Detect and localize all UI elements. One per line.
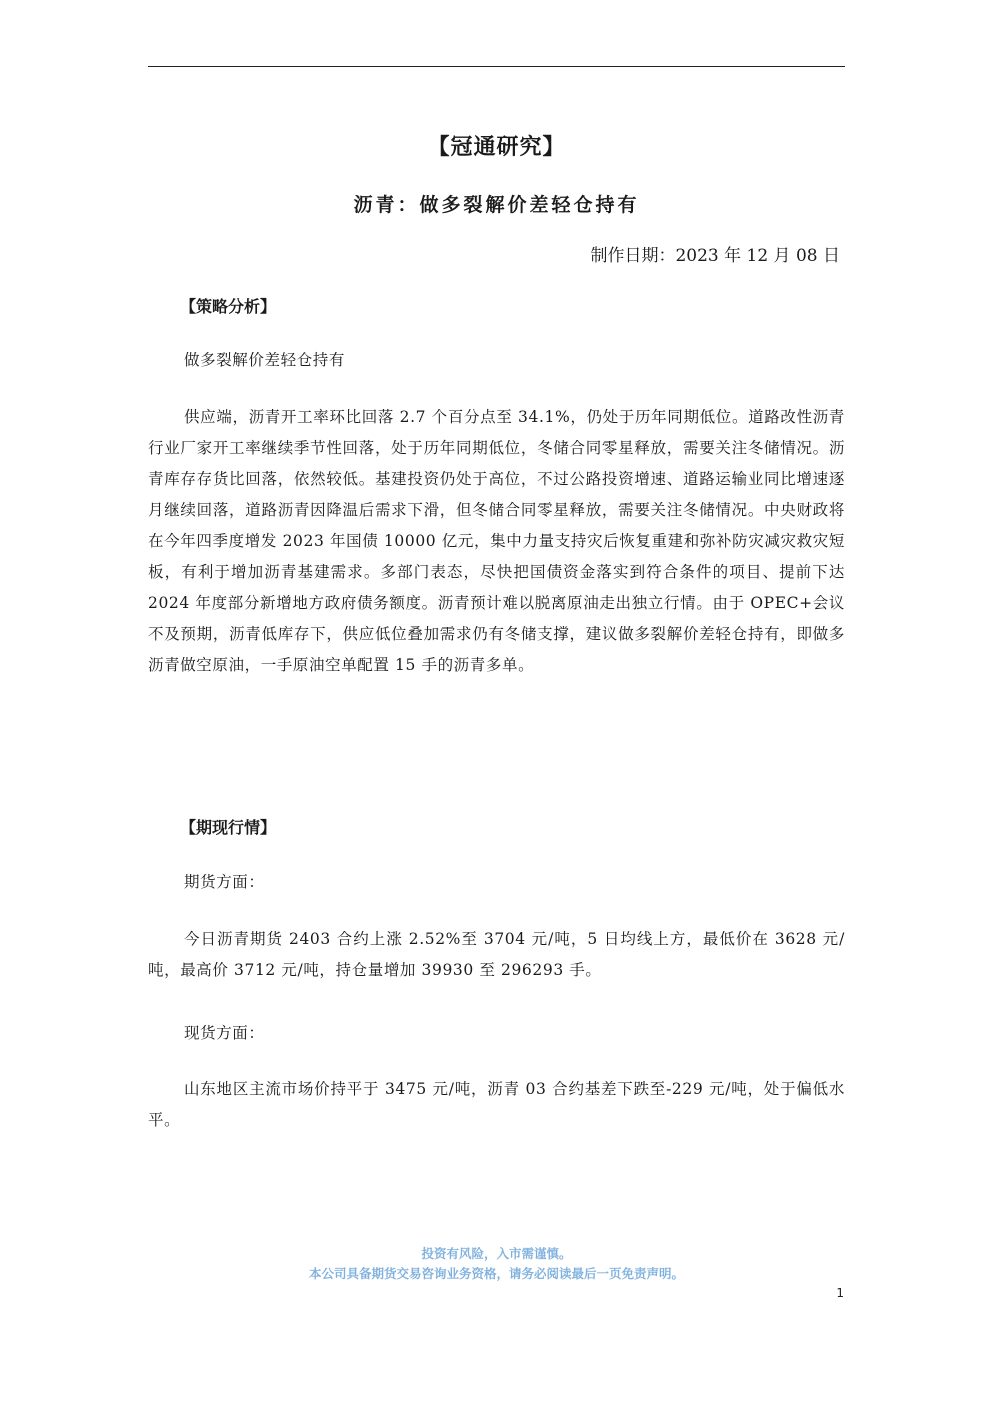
report-date: 制作日期：2023 年 12 月 08 日 [590, 246, 840, 266]
report-series-title: 【冠通研究】 [427, 134, 566, 160]
page-number: 1 [836, 1286, 844, 1300]
section-heading-market: 【期现行情】 [180, 818, 277, 837]
strategy-body: 供应端，沥青开工率环比回落 2.7 个百分点至 34.1%，仍处于历年同期低位。道路改性沥青行业厂家开工率继续季节性回落，处于历年同期低位，冬储合同零星释放，需要关注冬储情况。沥青库存存货比回落，依然较低。基建投资仍处于高位，不过公路投资增速、道路运输业同比增速逐月继续回落，道路沥青因降温后需求下滑，但冬储合同零星释放，需要关注冬储情况。中央财政将在今年四季度增发 2023 年国债 10000 亿元，集中力量支持灾后恢复重建和弥补防灾减灾救灾短板，有利于增加沥青基建需求。多部门表态，尽快把国债资金落实到符合条件的项目、提前下达 2024 年度部分新增地方政府债务额度。沥青预计难以脱离原油走出独立行情。由于 OPEC+会议不及预期，沥青低库存下，供应低位叠加需求仍有冬储支撑，建议做多裂解价差轻仓持有，即做多沥青做空原油，一手原油空单配置 15 手的沥青多单。 [148, 408, 845, 674]
risk-disclaimer: 投资有风险，入市需谨慎。 [421, 1246, 572, 1261]
spot-text: 山东地区主流市场价持平于 3475 元/吨，沥青 03 合约基差下跌至-229 元/吨，处于偏低水平。 [148, 1080, 845, 1129]
futures-label: 期货方面： [184, 873, 265, 891]
report-title: 沥青：做多裂解价差轻仓持有 [353, 194, 640, 216]
spot-label: 现货方面： [184, 1024, 265, 1042]
qualification-disclaimer: 本公司具备期货交易咨询业务资格，请务必阅读最后一页免责声明。 [308, 1266, 684, 1281]
header-rule [148, 66, 845, 67]
section-heading-strategy: 【策略分析】 [180, 297, 277, 316]
futures-text: 今日沥青期货 2403 合约上涨 2.52%至 3704 元/吨，5 日均线上方，最低价在 3628 元/吨，最高价 3712 元/吨，持仓量增加 39930 至 296293 手。 [148, 930, 845, 979]
strategy-summary: 做多裂解价差轻仓持有 [184, 351, 346, 369]
